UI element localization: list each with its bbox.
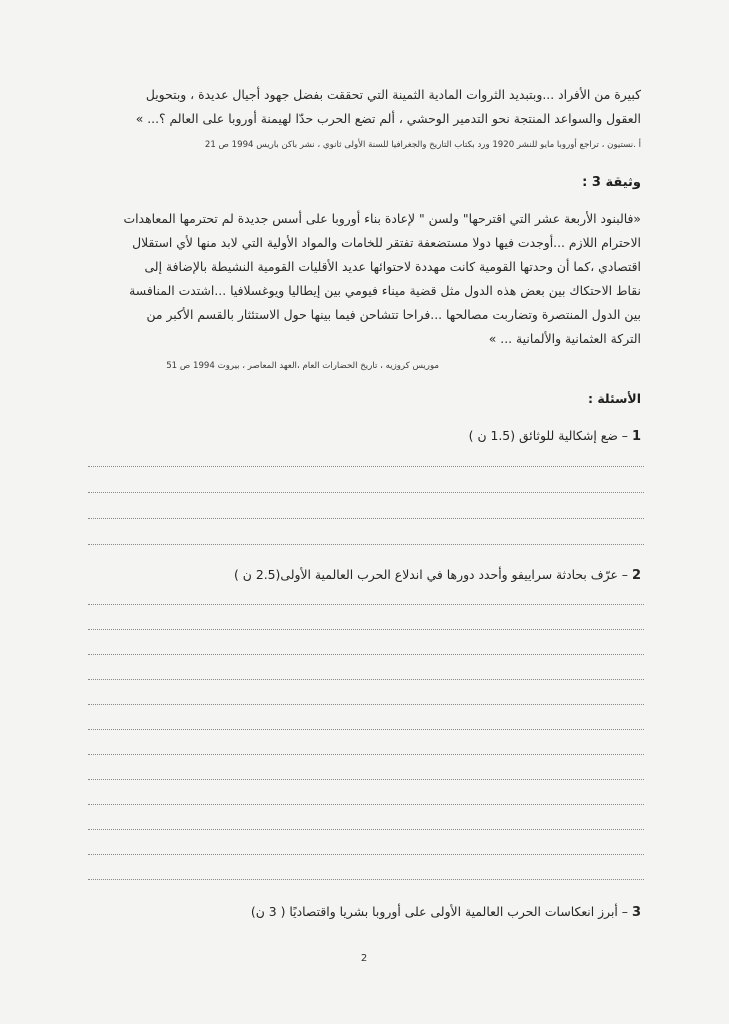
answer-line bbox=[88, 544, 644, 545]
document-3-line: اقتصادي ،كما أن وحدتها القومية كانت مهددة لاحتوائها عديد الأقليات القومية النشيطة بالإضافة إلى bbox=[144, 259, 641, 274]
document-3-paragraph bbox=[88, 207, 641, 351]
question-number: 2 bbox=[631, 568, 641, 583]
document-3-line: نقاط الاحتكاك بين بعض هذه الدول مثل قضية ميناء فيومي بين إيطاليا ويوغسلافيا ...اشتدت المنافسة bbox=[129, 283, 641, 298]
question-text: – أبرز انعكاسات الحرب العالمية الأولى على أوروبا بشريا واقتصاديًا ( 3 ن) bbox=[250, 904, 628, 919]
document-3-line: الاحترام اللازم ...أوجدت فيها دولا مستضعفة تفتقر للخامات والمواد الأولية التي لابد منها لأي استقلال bbox=[132, 235, 641, 250]
answer-line bbox=[88, 829, 644, 830]
answer-line bbox=[88, 729, 644, 730]
answer-line bbox=[88, 629, 644, 630]
answer-line bbox=[88, 466, 644, 467]
answer-line bbox=[88, 704, 644, 705]
document-3-line: «فالبنود الأربعة عشر التي اقترحها" ولسن " لإعادة بناء أوروبا على أسس جديدة لم تحترمها المعاهدات bbox=[123, 211, 641, 226]
question-number: 1 bbox=[631, 429, 641, 444]
answer-line bbox=[88, 754, 644, 755]
answer-line bbox=[88, 654, 644, 655]
answer-line bbox=[88, 779, 644, 780]
citation-source-1: أ .نستيون ، تراجع أوروبا مايو للنشر 1920 ورد بكتاب التاريخ والجغرافيا للسنة الأولى ثانوي ، نشر باكن باريس 1994 ص 21 bbox=[204, 140, 641, 150]
quote-line: العقول والسواعد المنتجة نحو التدمير الوحشي ، ألم تضع الحرب حدّا لهيمنة أوروبا على العالم ؟... » bbox=[135, 111, 641, 126]
quote-line: كبيرة من الأفراد ...وبتبديد الثروات المادية الثمينة التي تحققت بفضل جهود أجيال عديدة ، وبتحويل bbox=[145, 87, 641, 102]
answer-line bbox=[88, 492, 644, 493]
citation-source-2: موريس كروزيه ، تاريخ الحضارات العام ،العهد المعاصر ، بيروت 1994 ص 51 bbox=[166, 361, 439, 371]
answer-area-1[interactable] bbox=[88, 466, 644, 548]
questions-heading: الأسئلة : bbox=[587, 391, 641, 406]
document-3-line: التركة العثمانية والألمانية ... » bbox=[488, 331, 641, 346]
answer-area-2[interactable] bbox=[88, 604, 644, 888]
answer-line bbox=[88, 854, 644, 855]
question-text: – ضع إشكالية للوثائق (1.5 ن ) bbox=[468, 428, 628, 443]
quote-paragraph bbox=[88, 83, 641, 131]
question-1 bbox=[469, 428, 641, 444]
answer-line bbox=[88, 804, 644, 805]
answer-line bbox=[88, 879, 644, 880]
question-3 bbox=[251, 904, 641, 920]
question-text: – عرّف بحادثة سراييفو وأحدد دورها في اندلاع الحرب العالمية الأولى(2.5 ن ) bbox=[234, 567, 628, 582]
page-number: 2 bbox=[360, 953, 368, 964]
answer-line bbox=[88, 604, 644, 605]
answer-line bbox=[88, 518, 644, 519]
document-3-line: بين الدول المنتصرة وتضاربت مصالحها ...فراحا تتشاحن فيما بينها حول الاستئثار بالقسم الأكبر من bbox=[146, 307, 641, 322]
question-2 bbox=[234, 567, 641, 583]
document-3-title: وثيقة 3 : bbox=[582, 175, 641, 190]
question-number: 3 bbox=[631, 905, 641, 920]
answer-line bbox=[88, 679, 644, 680]
